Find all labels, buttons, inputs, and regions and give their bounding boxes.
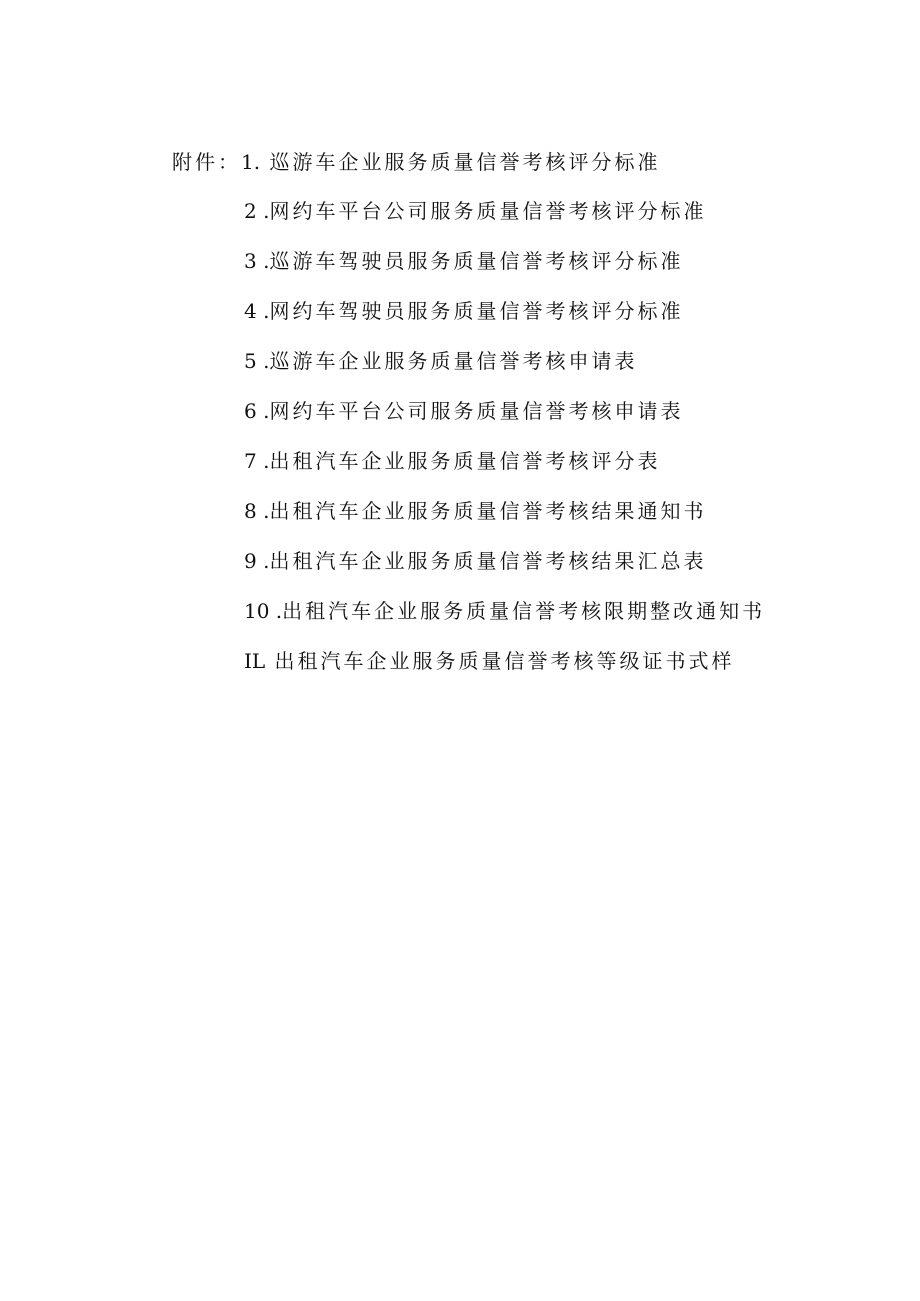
attachment-title: 出租汽车企业服务质量信誉考核等级证书式样: [274, 649, 735, 673]
attachment-title: 巡游车企业服务质量信誉考核申请表: [269, 349, 638, 373]
attachment-title: 出租汽车企业服务质量信誉考核限期整改通知书: [282, 599, 766, 623]
attachment-line-11: [244, 647, 735, 675]
attachment-number: 1.: [241, 150, 261, 174]
attachment-title: 巡游车企业服务质量信誉考核评分标准: [269, 150, 661, 174]
attachment-line-4: [244, 297, 683, 325]
attachment-line-5: [244, 347, 637, 375]
attachment-line-9: [244, 547, 706, 575]
attachment-title: 出租汽车企业服务质量信誉考核结果汇总表: [269, 549, 707, 573]
attachment-number: 6 .: [244, 399, 270, 423]
attachment-number: IL: [244, 649, 266, 673]
attachment-title: 网约车驾驶员服务质量信誉考核评分标准: [269, 299, 684, 323]
attachment-title: 巡游车驾驶员服务质量信誉考核评分标准: [269, 249, 684, 273]
attachment-number: 3 .: [244, 249, 270, 273]
attachment-line-7: [244, 447, 660, 475]
attachment-title: 出租汽车企业服务质量信誉考核评分表: [269, 449, 661, 473]
attachment-number: 5 .: [244, 349, 270, 373]
attachment-line-3: [244, 247, 683, 275]
attachment-number: 10 .: [244, 599, 283, 623]
attachment-line-8: [244, 497, 706, 525]
attachment-line-2: [244, 197, 706, 225]
attachment-label: 附件：: [172, 150, 241, 174]
attachment-title: 网约车平台公司服务质量信誉考核申请表: [269, 399, 684, 423]
attachment-number: 7 .: [244, 449, 270, 473]
attachment-title: 网约车平台公司服务质量信誉考核评分标准: [269, 199, 707, 223]
attachment-line-1: [172, 148, 660, 176]
attachment-number: 4 .: [244, 299, 270, 323]
attachment-title: 出租汽车企业服务质量信誉考核结果通知书: [269, 499, 707, 523]
attachment-line-6: [244, 397, 683, 425]
attachment-number: 8 .: [244, 499, 270, 523]
attachment-number: 2 .: [244, 199, 270, 223]
attachment-line-10: [244, 597, 765, 625]
attachment-number: 9 .: [244, 549, 270, 573]
